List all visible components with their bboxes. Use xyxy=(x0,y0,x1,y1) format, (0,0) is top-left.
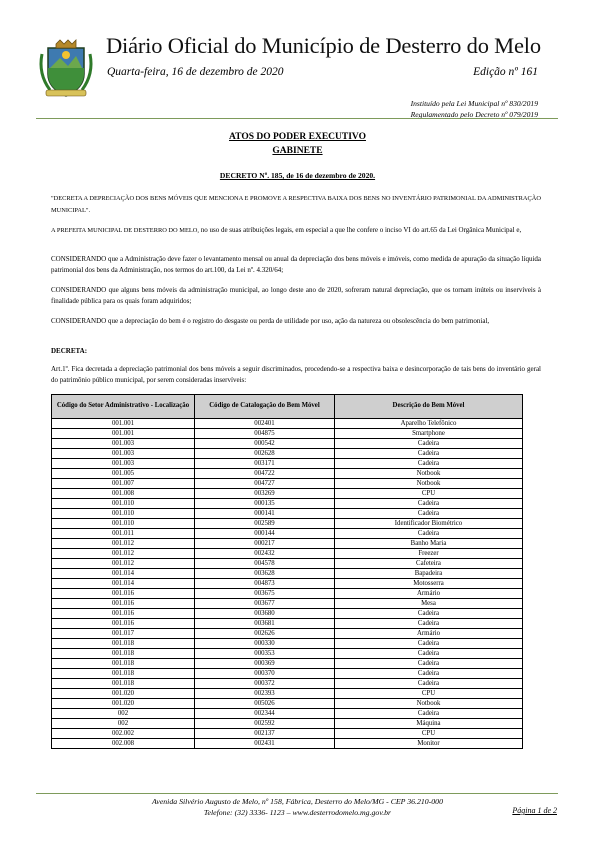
description-cell: Smartphone xyxy=(335,429,523,439)
sector-code-cell: 001.016 xyxy=(52,619,195,629)
description-cell: Cadeira xyxy=(335,509,523,519)
description-cell: Cadeira xyxy=(335,449,523,459)
sector-code-cell: 001.016 xyxy=(52,589,195,599)
description-cell: Banho Maria xyxy=(335,539,523,549)
column-header-sector: Código do Setor Administrativo - Localização xyxy=(52,395,195,419)
description-cell: Armário xyxy=(335,629,523,639)
catalog-code-cell: 003628 xyxy=(195,569,335,579)
sector-code-cell: 001.018 xyxy=(52,659,195,669)
catalog-code-cell: 000330 xyxy=(195,639,335,649)
decree-ementa xyxy=(51,193,541,216)
table-row xyxy=(52,439,523,449)
sector-code-cell: 001.007 xyxy=(52,479,195,489)
sector-code-cell: 001.017 xyxy=(52,629,195,639)
table-row xyxy=(52,609,523,619)
description-cell: Cadeira xyxy=(335,659,523,669)
catalog-code-cell: 000370 xyxy=(195,669,335,679)
table-row xyxy=(52,549,523,559)
sector-code-cell: 001.016 xyxy=(52,599,195,609)
column-header-catalog: Código de Catalogação do Bem Móvel xyxy=(195,395,335,419)
table-row xyxy=(52,569,523,579)
sector-code-cell: 001.014 xyxy=(52,569,195,579)
decree-preamble xyxy=(51,225,541,237)
sector-code-cell: 001.018 xyxy=(52,669,195,679)
sector-code-cell: 001.010 xyxy=(52,519,195,529)
catalog-code-cell: 000144 xyxy=(195,529,335,539)
table-row xyxy=(52,689,523,699)
sector-code-cell: 001.020 xyxy=(52,699,195,709)
table-row xyxy=(52,699,523,709)
description-cell: Notbook xyxy=(335,469,523,479)
catalog-code-cell: 003269 xyxy=(195,489,335,499)
description-cell: Cadeira xyxy=(335,499,523,509)
catalog-code-cell: 004873 xyxy=(195,579,335,589)
description-cell: CPU xyxy=(335,729,523,739)
sector-code-cell: 001.005 xyxy=(52,469,195,479)
assets-table xyxy=(51,394,523,749)
catalog-code-cell: 002592 xyxy=(195,719,335,729)
table-row xyxy=(52,599,523,609)
table-row xyxy=(52,459,523,469)
considerando-2 xyxy=(51,285,541,306)
issue-date: Quarta-feira, 16 de dezembro de 2020 xyxy=(107,66,284,78)
sector-code-cell: 002 xyxy=(52,709,195,719)
description-cell: Cadeira xyxy=(335,439,523,449)
catalog-code-cell: 002626 xyxy=(195,629,335,639)
table-row xyxy=(52,649,523,659)
sector-code-cell: 001.003 xyxy=(52,439,195,449)
description-cell: Máquina xyxy=(335,719,523,729)
preamble-text: no uso de suas atribuições legais, em especial a que lhe confere o inciso VI do art.65 da Lei Orgânica Municipal e, xyxy=(198,226,522,234)
catalog-code-cell: 002431 xyxy=(195,739,335,749)
sector-code-cell: 001.012 xyxy=(52,559,195,569)
catalog-code-cell: 002393 xyxy=(195,689,335,699)
sector-code-cell: 001.010 xyxy=(52,499,195,509)
considerando-1 xyxy=(51,254,541,275)
catalog-code-cell: 000372 xyxy=(195,679,335,689)
table-row xyxy=(52,559,523,569)
sector-code-cell: 002 xyxy=(52,719,195,729)
sector-code-cell: 001.012 xyxy=(52,539,195,549)
sector-code-cell: 001.012 xyxy=(52,549,195,559)
table-row xyxy=(52,619,523,629)
table-row xyxy=(52,719,523,729)
table-row xyxy=(52,579,523,589)
section-title: ATOS DO PODER EXECUTIVO xyxy=(229,132,366,142)
ementa-text: "DECRETA A DEPRECIAÇÃO DOS BENS MÓVEIS QUE MENCIONA E PROMOVE A RESPECTIVA BAIXA DOS BENS NO INVENTÁRIO PATRIMONIAL DA ADMINISTRAÇÃO MUNICIPAL". xyxy=(51,195,541,214)
table-row xyxy=(52,529,523,539)
table-row xyxy=(52,449,523,459)
catalog-code-cell: 000135 xyxy=(195,499,335,509)
catalog-code-cell: 002401 xyxy=(195,419,335,429)
description-cell: Freezer xyxy=(335,549,523,559)
sector-code-cell: 002.002 xyxy=(52,729,195,739)
sector-code-cell: 001.018 xyxy=(52,649,195,659)
table-row xyxy=(52,659,523,669)
considerando-2-text: que alguns bens móveis da administração municipal, ao longo deste ano de 2020, sofreram natural depreciação, que os tornam inúteis ou inservíveis à finalidade pública para os quais foram adquiridos; xyxy=(51,286,541,305)
coat-of-arms-icon xyxy=(36,38,96,100)
description-cell: Cadeira xyxy=(335,649,523,659)
table-row xyxy=(52,709,523,719)
article-1: Art.1º. Fica decretada a depreciação patrimonial dos bens móveis a seguir discriminados, procedendo-se a respectiva baixa e desincorporação de tais bens do inventário geral do patrimônio público municipal, por serem consideradas inservíveis: xyxy=(51,365,541,384)
description-cell: Armário xyxy=(335,589,523,599)
footer-contact: Telefone: (32) 3336- 1123 – www.desterrodomelo.mg.gov.br xyxy=(203,808,392,817)
description-cell: Notbook xyxy=(335,479,523,489)
description-cell: Mesa xyxy=(335,599,523,609)
sector-code-cell: 001.003 xyxy=(52,459,195,469)
catalog-code-cell: 003681 xyxy=(195,619,335,629)
catalog-code-cell: 002344 xyxy=(195,709,335,719)
decreta-heading: DECRETA: xyxy=(51,347,88,355)
description-cell: Cadeira xyxy=(335,669,523,679)
institution-law: Instituído pela Lei Municipal nº 830/2019 xyxy=(410,99,538,108)
table-row xyxy=(52,509,523,519)
description-cell: Cadeira xyxy=(335,619,523,629)
section-subtitle: GABINETE xyxy=(272,146,323,156)
table-row xyxy=(52,729,523,739)
table-row xyxy=(52,519,523,529)
catalog-code-cell: 000141 xyxy=(195,509,335,519)
table-row xyxy=(52,669,523,679)
catalog-code-cell: 004875 xyxy=(195,429,335,439)
description-cell: Monitor xyxy=(335,739,523,749)
sector-code-cell: 001.020 xyxy=(52,689,195,699)
sector-code-cell: 001.008 xyxy=(52,489,195,499)
table-row xyxy=(52,429,523,439)
preamble-caps: A PREFEITA MUNICIPAL DE DESTERRO DO MELO, xyxy=(51,227,199,234)
description-cell: Aparelho Telefônico xyxy=(335,419,523,429)
table-row xyxy=(52,489,523,499)
footer-address: Avenida Silvério Augusto de Melo, nº 158, Fábrica, Desterro do Melo/MG - CEP 36.210-000 xyxy=(152,797,443,806)
edition-number: Edição nº 161 xyxy=(473,66,538,78)
table-header-row xyxy=(52,395,523,419)
catalog-code-cell: 002628 xyxy=(195,449,335,459)
description-cell: Cadeira xyxy=(335,609,523,619)
considerando-3 xyxy=(51,316,541,327)
catalog-code-cell: 000217 xyxy=(195,539,335,549)
description-cell: Cadeira xyxy=(335,639,523,649)
sector-code-cell: 001.003 xyxy=(52,449,195,459)
table-row xyxy=(52,479,523,489)
page-number: Página 1 de 2 xyxy=(512,806,557,815)
sector-code-cell: 002.008 xyxy=(52,739,195,749)
description-cell: Cadeira xyxy=(335,709,523,719)
catalog-code-cell: 000542 xyxy=(195,439,335,449)
description-cell: Identificador Biométrico xyxy=(335,519,523,529)
catalog-code-cell: 004722 xyxy=(195,469,335,479)
catalog-code-cell: 002589 xyxy=(195,519,335,529)
footer-divider xyxy=(36,793,558,794)
regulation-decree: Regulamentado pelo Decreto nº 079/2019 xyxy=(410,110,538,119)
sector-code-cell: 001.018 xyxy=(52,679,195,689)
sector-code-cell: 001.001 xyxy=(52,429,195,439)
description-cell: CPU xyxy=(335,489,523,499)
catalog-code-cell: 004578 xyxy=(195,559,335,569)
table-row xyxy=(52,739,523,749)
sector-code-cell: 001.016 xyxy=(52,609,195,619)
table-row xyxy=(52,419,523,429)
newspaper-title: Diário Oficial do Município de Desterro do Melo xyxy=(106,33,541,58)
description-cell: Cadeira xyxy=(335,529,523,539)
sector-code-cell: 001.001 xyxy=(52,419,195,429)
catalog-code-cell: 002137 xyxy=(195,729,335,739)
decree-title: DECRETO Nº. 185, de 16 de dezembro de 2020. xyxy=(219,171,376,180)
catalog-code-cell: 003675 xyxy=(195,589,335,599)
table-row xyxy=(52,629,523,639)
description-cell: Cadeira xyxy=(335,459,523,469)
catalog-code-cell: 004727 xyxy=(195,479,335,489)
catalog-code-cell: 003680 xyxy=(195,609,335,619)
catalog-code-cell: 003677 xyxy=(195,599,335,609)
catalog-code-cell: 000353 xyxy=(195,649,335,659)
description-cell: CPU xyxy=(335,689,523,699)
considerando-label: CONSIDERANDO xyxy=(51,286,107,294)
catalog-code-cell: 002432 xyxy=(195,549,335,559)
catalog-code-cell: 003171 xyxy=(195,459,335,469)
description-cell: Cafeteira xyxy=(335,559,523,569)
considerando-label: CONSIDERANDO xyxy=(51,255,107,263)
description-cell: Notbook xyxy=(335,699,523,709)
column-header-description: Descrição do Bem Móvel xyxy=(335,395,523,419)
sector-code-cell: 001.011 xyxy=(52,529,195,539)
institution-note xyxy=(411,98,538,120)
considerando-3-text: que a depreciação do bem é o registro do desgaste ou perda de utilidade por uso, ação da natureza ou obsolescência do bem patrimonial, xyxy=(106,317,490,325)
catalog-code-cell: 000369 xyxy=(195,659,335,669)
description-cell: Cadeira xyxy=(335,679,523,689)
sector-code-cell: 001.010 xyxy=(52,509,195,519)
catalog-code-cell: 005026 xyxy=(195,699,335,709)
table-row xyxy=(52,589,523,599)
table-row xyxy=(52,639,523,649)
sector-code-cell: 001.014 xyxy=(52,579,195,589)
description-cell: Motosserra xyxy=(335,579,523,589)
table-row xyxy=(52,499,523,509)
considerando-1-text: que a Administração deve fazer o levantamento mensal ou anual da depreciação dos bens móveis e imóveis, como medida de apuração da situação líquida patrimonial dos bens da Administração, nos termos do art.100, da Lei nº. 4.320/64; xyxy=(51,255,541,274)
table-row xyxy=(52,539,523,549)
considerando-label: CONSIDERANDO xyxy=(51,317,107,325)
table-row xyxy=(52,679,523,689)
header-divider xyxy=(36,118,558,119)
table-row xyxy=(52,469,523,479)
sector-code-cell: 001.018 xyxy=(52,639,195,649)
description-cell: Bapadeira xyxy=(335,569,523,579)
